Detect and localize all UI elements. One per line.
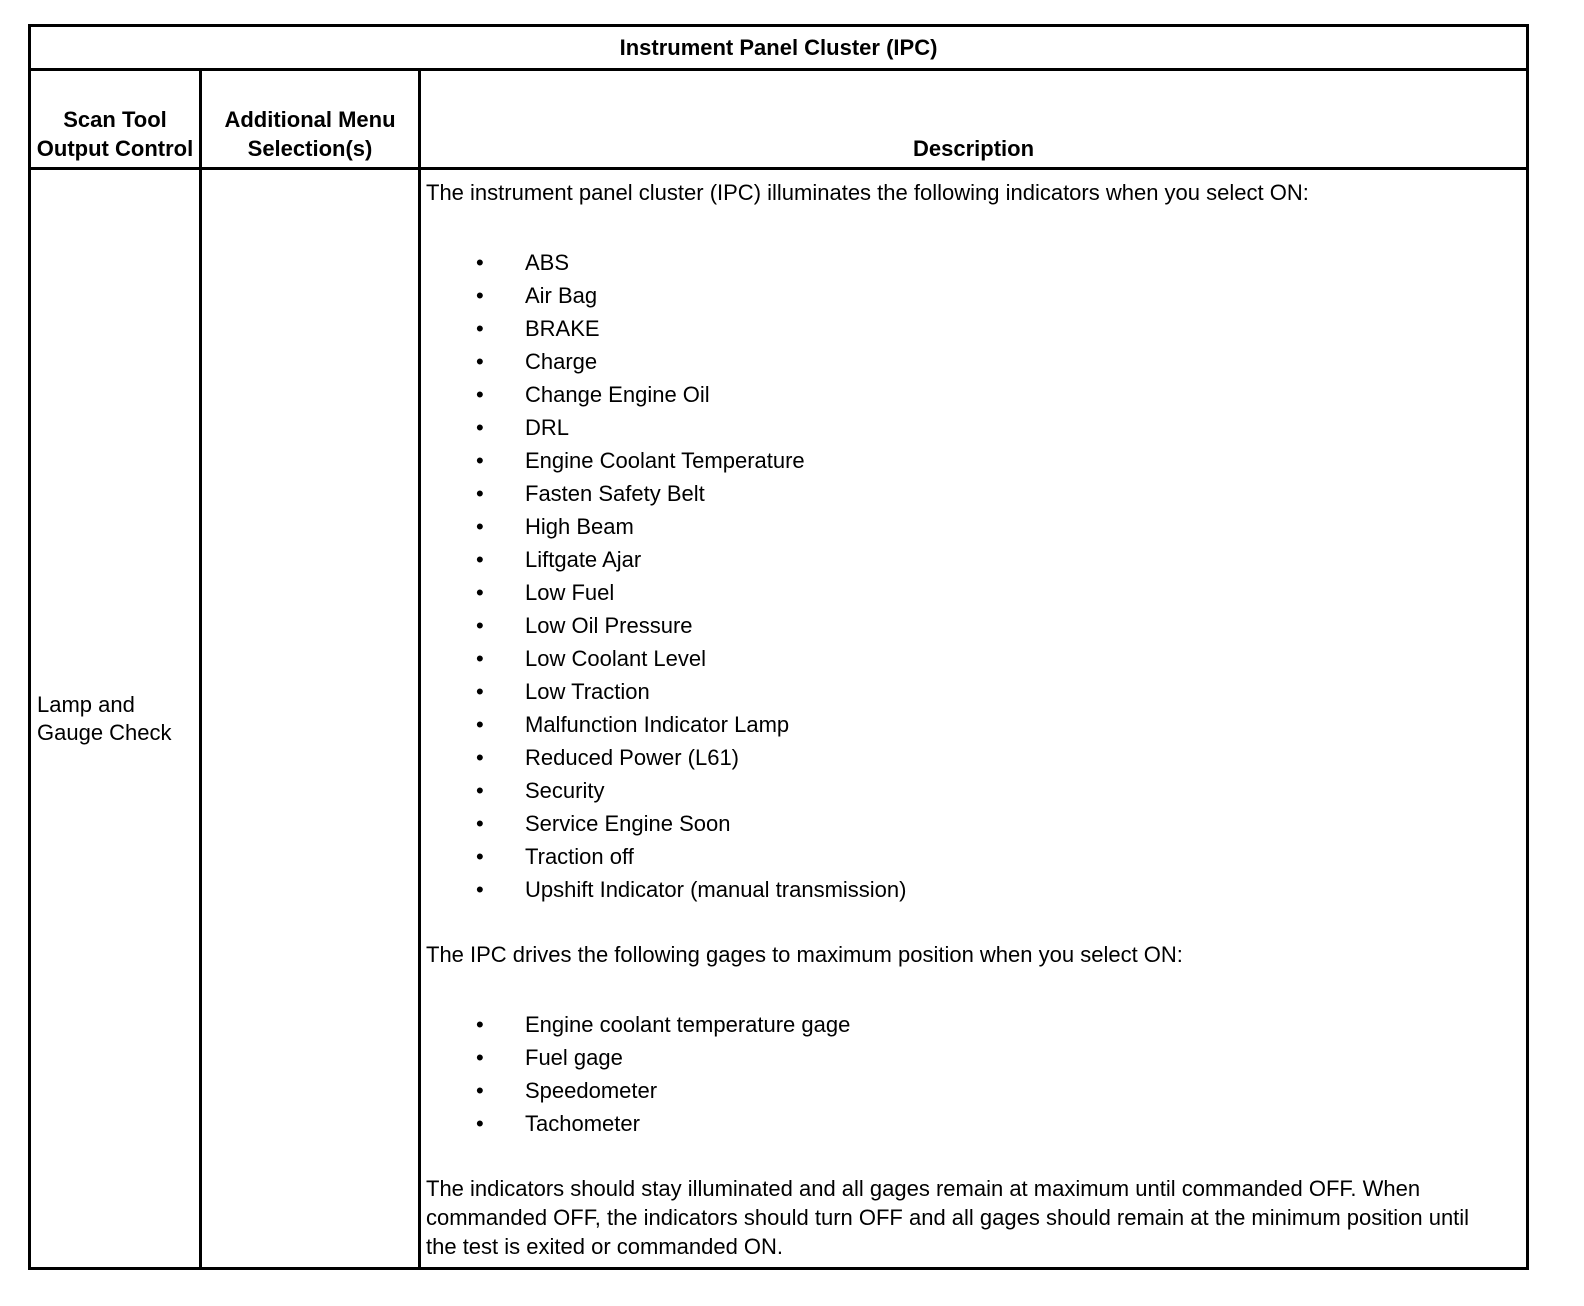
bullet-icon: • — [476, 877, 484, 902]
bullet-icon: • — [476, 646, 484, 671]
gages-intro: The IPC drives the following gages to maximum position when you select ON: — [426, 942, 1183, 967]
indicator-item — [426, 411, 1526, 444]
indicator-item-label: Low Traction — [525, 679, 650, 704]
bullet-icon: • — [476, 778, 484, 803]
bullet-icon: • — [476, 745, 484, 770]
indicator-item — [426, 873, 1526, 906]
indicator-item-label: Upshift Indicator (manual transmission) — [525, 877, 907, 902]
indicator-item-label: Low Coolant Level — [525, 646, 707, 671]
indicator-list — [426, 246, 1526, 906]
indicator-item — [426, 378, 1526, 411]
indicator-item — [426, 741, 1526, 774]
bullet-icon: • — [476, 349, 484, 374]
bullet-icon: • — [476, 415, 484, 440]
bullet-icon: • — [476, 679, 484, 704]
table-title: Instrument Panel Cluster (IPC) — [30, 26, 1528, 70]
indicator-item — [426, 279, 1526, 312]
bullet-icon: • — [476, 481, 484, 506]
gage-item — [426, 1041, 1526, 1074]
bullet-icon: • — [476, 1078, 484, 1103]
indicator-item-label: High Beam — [525, 514, 634, 539]
indicator-item — [426, 609, 1526, 642]
indicator-item-label: Service Engine Soon — [525, 811, 731, 836]
indicator-item-label: Low Fuel — [525, 580, 615, 605]
bullet-icon: • — [476, 844, 484, 869]
indicator-item-label: DRL — [525, 415, 570, 440]
indicator-item-label: Fasten Safety Belt — [525, 481, 705, 506]
bullet-icon: • — [476, 712, 484, 737]
gage-item — [426, 1008, 1526, 1041]
indicator-item-label: Change Engine Oil — [525, 382, 710, 407]
bullet-icon: • — [476, 382, 484, 407]
indicator-item-label: Traction off — [525, 844, 634, 869]
bullet-icon: • — [476, 547, 484, 572]
bullet-icon: • — [476, 448, 484, 473]
indicator-item — [426, 708, 1526, 741]
indicator-item — [426, 543, 1526, 576]
indicator-item — [426, 312, 1526, 345]
bullet-icon: • — [476, 613, 484, 638]
indicator-item-label: Charge — [525, 349, 598, 374]
indicator-item — [426, 807, 1526, 840]
indicator-item — [426, 444, 1526, 477]
bullet-icon: • — [476, 514, 484, 539]
table-row — [30, 169, 1528, 1269]
gage-item — [426, 1074, 1526, 1107]
indicator-item-label: Air Bag — [525, 283, 598, 308]
indicator-item — [426, 246, 1526, 279]
indicators-intro: The instrument panel cluster (IPC) illuminates the following indicators when you select ON: — [426, 180, 1309, 205]
indicator-item — [426, 345, 1526, 378]
closing-paragraph: The indicators should stay illuminated and all gages remain at maximum until commanded OFF. When commanded OFF, the indicators should turn OFF and all gages should remain at the minimum position until the test is exited or commanded ON. — [426, 1176, 1470, 1259]
indicator-item-label: Malfunction Indicator Lamp — [525, 712, 790, 737]
header-description: Description — [420, 70, 1528, 169]
header-additional-menu-selections: Additional Menu Selection(s) — [201, 70, 420, 169]
bullet-icon: • — [476, 283, 484, 308]
bullet-icon: • — [476, 1012, 484, 1037]
gage-list — [426, 1008, 1526, 1140]
bullet-icon: • — [476, 811, 484, 836]
indicator-item — [426, 840, 1526, 873]
indicator-item — [426, 576, 1526, 609]
indicator-item — [426, 510, 1526, 543]
indicator-item-label: Low Oil Pressure — [525, 613, 693, 638]
indicator-item-label: Engine Coolant Temperature — [525, 448, 805, 473]
indicator-item-label: ABS — [525, 250, 570, 275]
description-cell — [420, 169, 1528, 1269]
bullet-icon: • — [476, 580, 484, 605]
gage-item-label: Speedometer — [525, 1078, 658, 1103]
indicator-item — [426, 642, 1526, 675]
gage-item-label: Fuel gage — [525, 1045, 623, 1070]
bullet-icon: • — [476, 1045, 484, 1070]
ipc-table — [28, 24, 1529, 1270]
bullet-icon: • — [476, 250, 484, 275]
gage-item-label: Tachometer — [525, 1111, 640, 1136]
bullet-icon: • — [476, 1111, 484, 1136]
indicator-item — [426, 675, 1526, 708]
menu-selection-cell — [201, 169, 420, 1269]
indicator-item — [426, 477, 1526, 510]
indicator-item-label: Liftgate Ajar — [525, 547, 642, 572]
indicator-item-label: Security — [525, 778, 605, 803]
gage-item-label: Engine coolant temperature gage — [525, 1012, 851, 1037]
gage-item — [426, 1107, 1526, 1140]
bullet-icon: • — [476, 316, 484, 341]
header-scan-tool-output-control: Scan Tool Output Control — [30, 70, 201, 169]
output-control-cell: Lamp and Gauge Check — [30, 169, 201, 1269]
indicator-item — [426, 774, 1526, 807]
indicator-item-label: Reduced Power (L61) — [525, 745, 740, 770]
indicator-item-label: BRAKE — [525, 316, 600, 341]
